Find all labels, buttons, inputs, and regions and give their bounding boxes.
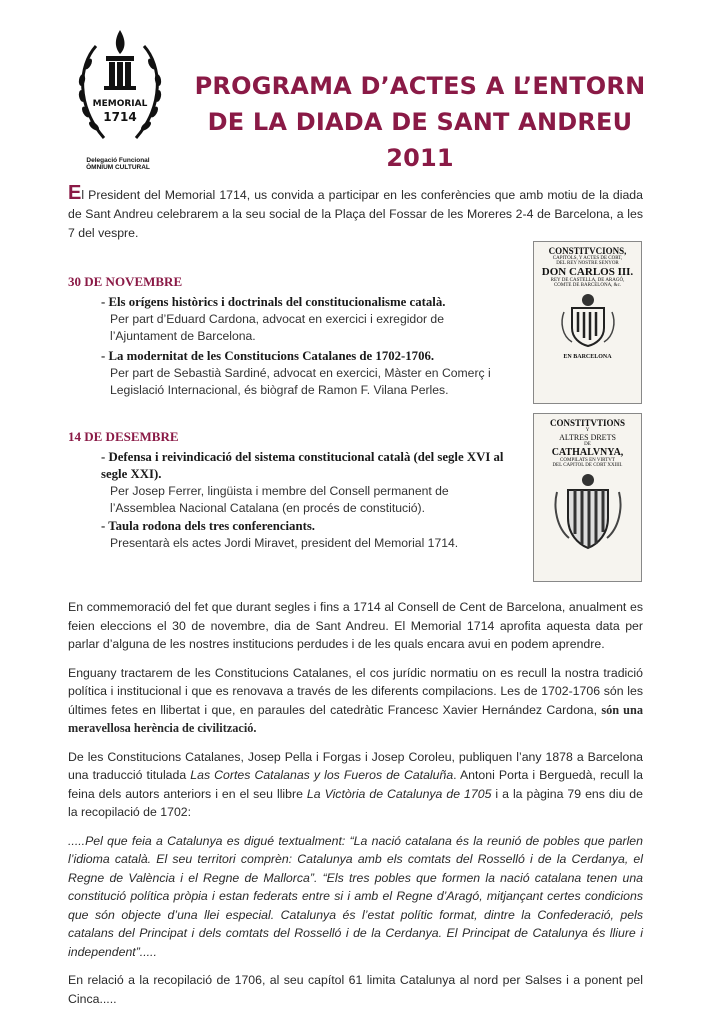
book1-line2: CAPITOLS, Y ACTES DE CORT, [552,256,623,261]
body-p3-book-title-1: Las Cortes Catalanas y los Fueros de Cataluña [190,768,454,782]
body-quote: .....Pel que feia a Catalunya es digué textualment: “La nació catalana és la reunió de pobles que parlen l’idioma català. El seu territori comprèn: Catalunya amb els comtats del Rosselló i de la Cerdanya, el Regne de València i el Regne de Mallorca”. “Els tres pobles que formen la nació catalana tenen una constitució política pròpia i estan federats entre si i amb el Regne d’Aragó, mitjançant certes condicions que són objecte d’una llei especial. Catalunya és l’estat polític format, dintre la Confederació, pels catalans del Principat i dels comtats del Rosselló i de la Cerdanya. El Principat de Catalunya és lliure i independent”..... [68,833,643,959]
title-line-1: PROGRAMA D’ACTES A L’ENTORN [194,72,646,100]
logo-sub-line2: ÒMNIUM CULTURAL [86,164,150,171]
session-date-1: 30 DE NOVEMBRE [68,274,183,289]
book1-line3: DEL REY NOSTRE SENYOR [556,261,619,266]
intro-text: l President del Memorial 1714, us convida a participar en les conferències que amb motiu de la diada de Sant Andreu celebrarem a la seu social de la Plaça del Fossar de les Moreres 2-4 de Barcelona, a les 7 del vespre. [68,188,643,240]
session-item-title: - La modernitat de les Constitucions Catalanes de 1702-1706. [101,349,435,363]
book-cover-image-1 [533,241,642,404]
body-p3-book-title-2: La Victòria de Catalunya de 1705 [306,786,492,801]
body-p3-text-c: i a la pàgina 79 ens diu de la recopilació de 1702: [68,786,643,819]
book1-line4: DON CARLOS III. [541,266,634,278]
session-item-detail: Per Josep Ferrer, lingüista i membre del Consell permanent de l’Assemblea Nacional Catalana (en procés de constitució). [110,484,449,515]
page-title [190,68,650,176]
session-item-title: - Els orígens històrics i doctrinals del constitucionalisme català. [101,295,446,309]
book2-line2: Y [585,428,590,433]
logo-sub-line1: Delegació Funcional [86,157,150,164]
body-p3-text-a: De les Constitucions Catalanes, Josep Pella i Forgas i Josep Coroleu, publiquen l’any 1878 a Barcelona una traducció titulada [68,749,643,782]
intro-dropcap: E [68,182,82,204]
body-paragraph-3 [68,748,643,822]
memorial-1714-logo [66,26,174,172]
session-item-detail: Per part de Sebastià Sardiné, advocat en exercici, Màster en Comerç i Legislació Internacional, és biògraf de Ramon F. Vilana Perles. [110,366,491,397]
body-paragraph-2 [68,664,643,738]
session-item-detail: Presentarà els actes Jordi Miravet, president del Memorial 1714. [110,536,459,550]
book2-line7: DEL CAPITOL DE CORT XXIIII. [552,463,623,468]
body-p2-text: Enguany tractarem de les Constitucions Catalanes, el cos jurídic normatiu on es recull la nostra tradició política i institucional i que es renovava a través de les diferents compilacions. Les de 1702-1706 són les últimes fetes en llibertat i que, en paraules del catedràtic Francesc Xavier Hernández Cardona, [68,665,643,717]
logo-name-line1: MEMORIAL [92,99,148,109]
shield-icon [553,472,623,550]
intro-paragraph [68,182,643,243]
book1-line5: REY DE CASTELLA, DE ARAGÓ, [550,278,625,283]
body-p3-text-b: . Antoni Porta i Berguedà, recull la feina dels autors anteriors i en el seu llibre [68,768,643,801]
title-line-2: DE LA DIADA DE SANT ANDREU [207,108,633,136]
body-text [68,598,643,1018]
coat-of-arms-icon [558,292,618,348]
session-item-title: - Defensa i reivindicació del sistema constitucional català (del segle XVI al segle XXI). [101,450,504,481]
body-paragraph-4: En relació a la recopilació de 1706, al seu capítol 61 limita Catalunya al nord per Salses i a ponent pel Cinca..... [68,973,643,1006]
laurel-wreath-icon [66,26,174,156]
title-year: 2011 [386,144,454,172]
session-date-2: 14 DE DESEMBRE [68,429,179,444]
session-item [101,449,511,517]
book1-line1: CONSTITVCIONS, [548,246,627,256]
book2-line4: DE [584,442,591,447]
book2-line6: COMPILATS EN VIRTVT [560,458,615,463]
book2-line5: CATHALVNYA, [551,447,624,458]
book1-line6: COMTE DE BARCELONA, &c. [553,283,622,288]
session-item [101,348,511,399]
body-paragraph-1: En commemoració del fet que durant segles i fins a 1714 al Consell de Cent de Barcelona, anualment es feien eleccions el 30 de novembre, dia de Sant Andreu. El Memorial 1714 aprofita aquesta data per parlar d’alguna de les nostres institucions perdudes i de les quals encara avui en podem aprendre. [68,600,643,651]
session-item-detail: Per part d’Eduard Cardona, advocat en exercici i exregidor de l’Ajuntament de Barcelona. [110,312,444,343]
session-item-title: - Taula rodona dels tres conferenciants. [101,519,316,533]
book2-line3: ALTRES DRETS [559,433,616,442]
logo-name-line2: 1714 [103,110,137,124]
session-item [101,518,511,552]
body-p2-quote: són una meravellosa herència de civilització. [68,702,643,735]
session-item [101,294,511,345]
book-cover-image-2 [533,413,642,582]
book1-line7: EN BARCELONA [563,354,612,360]
logo-subtitle [82,157,154,171]
book2-line1: CONSTITVTIONS [549,418,626,428]
